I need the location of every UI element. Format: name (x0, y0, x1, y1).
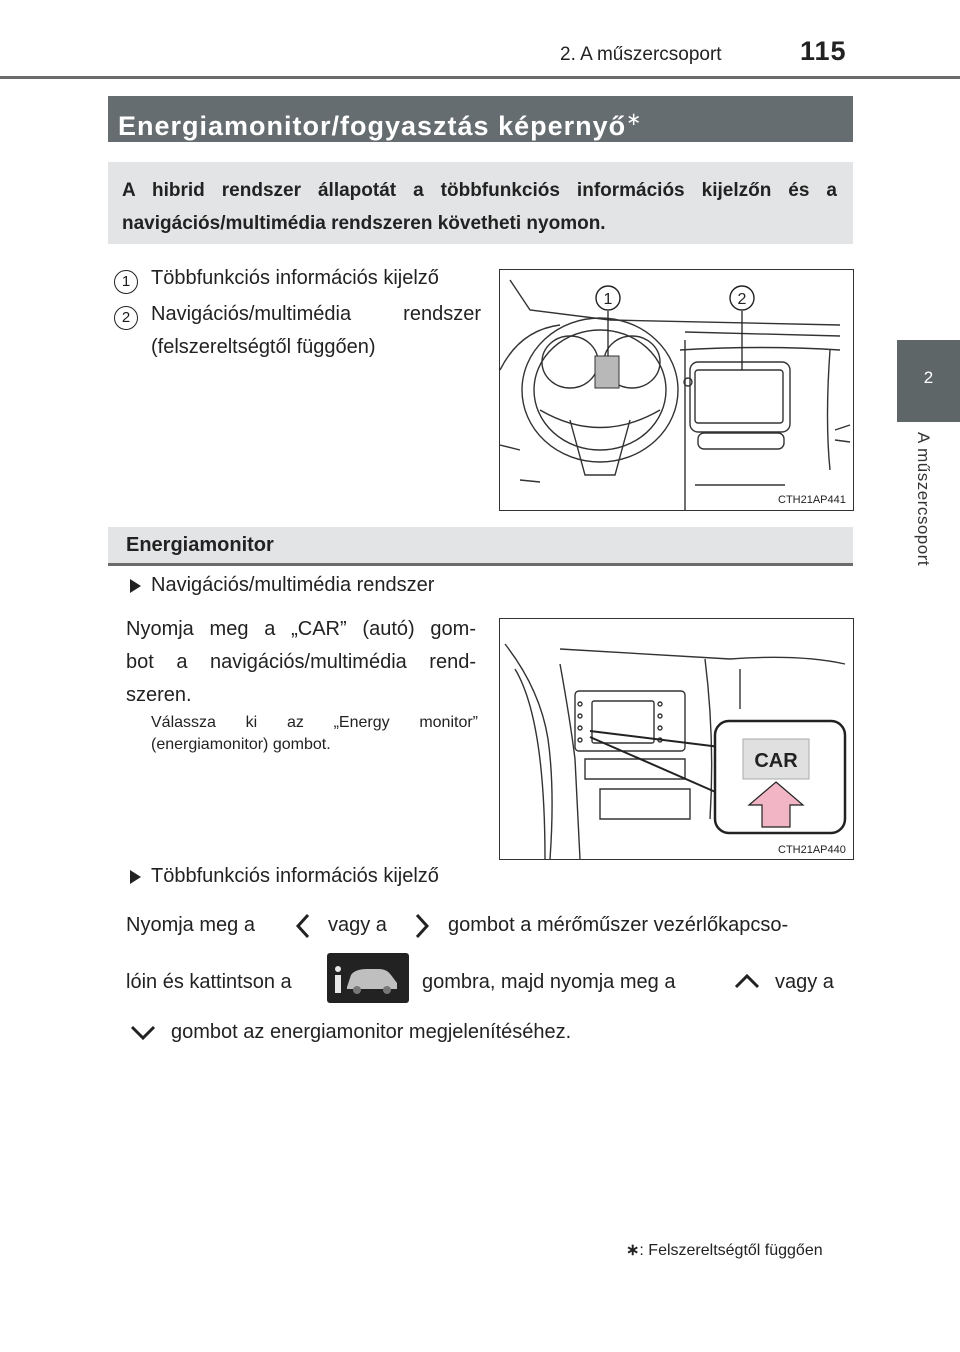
chevron-right-icon (413, 912, 431, 940)
subheading-title: Energiamonitor (126, 534, 274, 556)
chapter-tab-label: A műszercsoport (914, 432, 933, 567)
callout-number-1: 1 (114, 270, 138, 294)
instr-line1-b: vagy a (328, 914, 387, 936)
running-header-section: 2. A műszercsoport (560, 44, 722, 65)
list-item-2-text-line1: Navigációs/multimédia rendszer (151, 303, 481, 325)
header-rule (0, 76, 960, 79)
section-title-bar (108, 96, 853, 142)
dashboard-drawing (500, 270, 853, 510)
figure-code: CTH21AP441 (778, 494, 846, 506)
nav-unit-drawing (500, 619, 853, 859)
chevron-left-icon (294, 912, 312, 940)
nav-para-line-3: szeren. (126, 684, 192, 706)
intro-text: A hibrid rendszer állapotát a többfunkciós információs kijelzőn és a navigációs/multimédia rendszeren követheti nyomon. (122, 180, 837, 234)
instr-line1-a: Nyomja meg a (126, 914, 255, 936)
subheading-bar (108, 527, 853, 566)
triangle-bullet-icon (130, 579, 141, 593)
instr-line2-a: lóin és kattintson a (126, 971, 292, 993)
figure-callout-1: 1 (603, 291, 613, 308)
chevron-up-icon (733, 972, 761, 990)
figure-code: CTH21AP440 (778, 844, 846, 856)
instr-line2-c: vagy a (775, 971, 834, 993)
nav-note-line-1: Válassza ki az „Energy monitor” (151, 714, 478, 731)
section-title: Energiamonitor/fogyasztás képernyő (118, 111, 627, 141)
figure-callout-2: 2 (737, 291, 747, 308)
instr-line2-b: gombra, majd nyomja meg a (422, 971, 676, 993)
bullet-nav-system: Navigációs/multimédia rendszer (151, 574, 435, 596)
chevron-down-icon (129, 1024, 157, 1042)
nav-note-line-2: (energiamonitor) gombot. (151, 736, 331, 753)
car-info-icon (327, 953, 409, 1003)
intro-box (108, 162, 853, 244)
bullet-multi-info-display: Többfunkciós információs kijelző (151, 865, 439, 887)
triangle-bullet-icon (130, 870, 141, 884)
dashboard-illustration (499, 269, 854, 511)
footnote-mark: ∗ (626, 1242, 640, 1259)
footnote-text: : Felszereltségtől függően (639, 1242, 823, 1259)
instr-line1-c: gombot a mérőműszer vezérlőkapcso- (448, 914, 789, 936)
footnote (626, 1240, 823, 1260)
availability-mark: ∗ (626, 109, 643, 129)
chapter-tab-number: 2 (923, 368, 934, 387)
nav-para-line-2: bot a navigációs/multimédia rend- (126, 651, 476, 673)
list-item-1-text: Többfunkciós információs kijelző (151, 267, 439, 289)
callout-number-2: 2 (114, 306, 138, 330)
chapter-tab (897, 340, 960, 422)
nav-unit-illustration (499, 618, 854, 860)
instr-line3: gombot az energiamonitor megjelenítéséhez. (171, 1021, 572, 1043)
list-item-2-text-line2: (felszereltségtől függően) (151, 336, 376, 358)
nav-para-line-1: Nyomja meg a „CAR” (autó) gom- (126, 618, 476, 640)
car-button-label: CAR (754, 750, 798, 772)
page-number: 115 (800, 36, 847, 66)
